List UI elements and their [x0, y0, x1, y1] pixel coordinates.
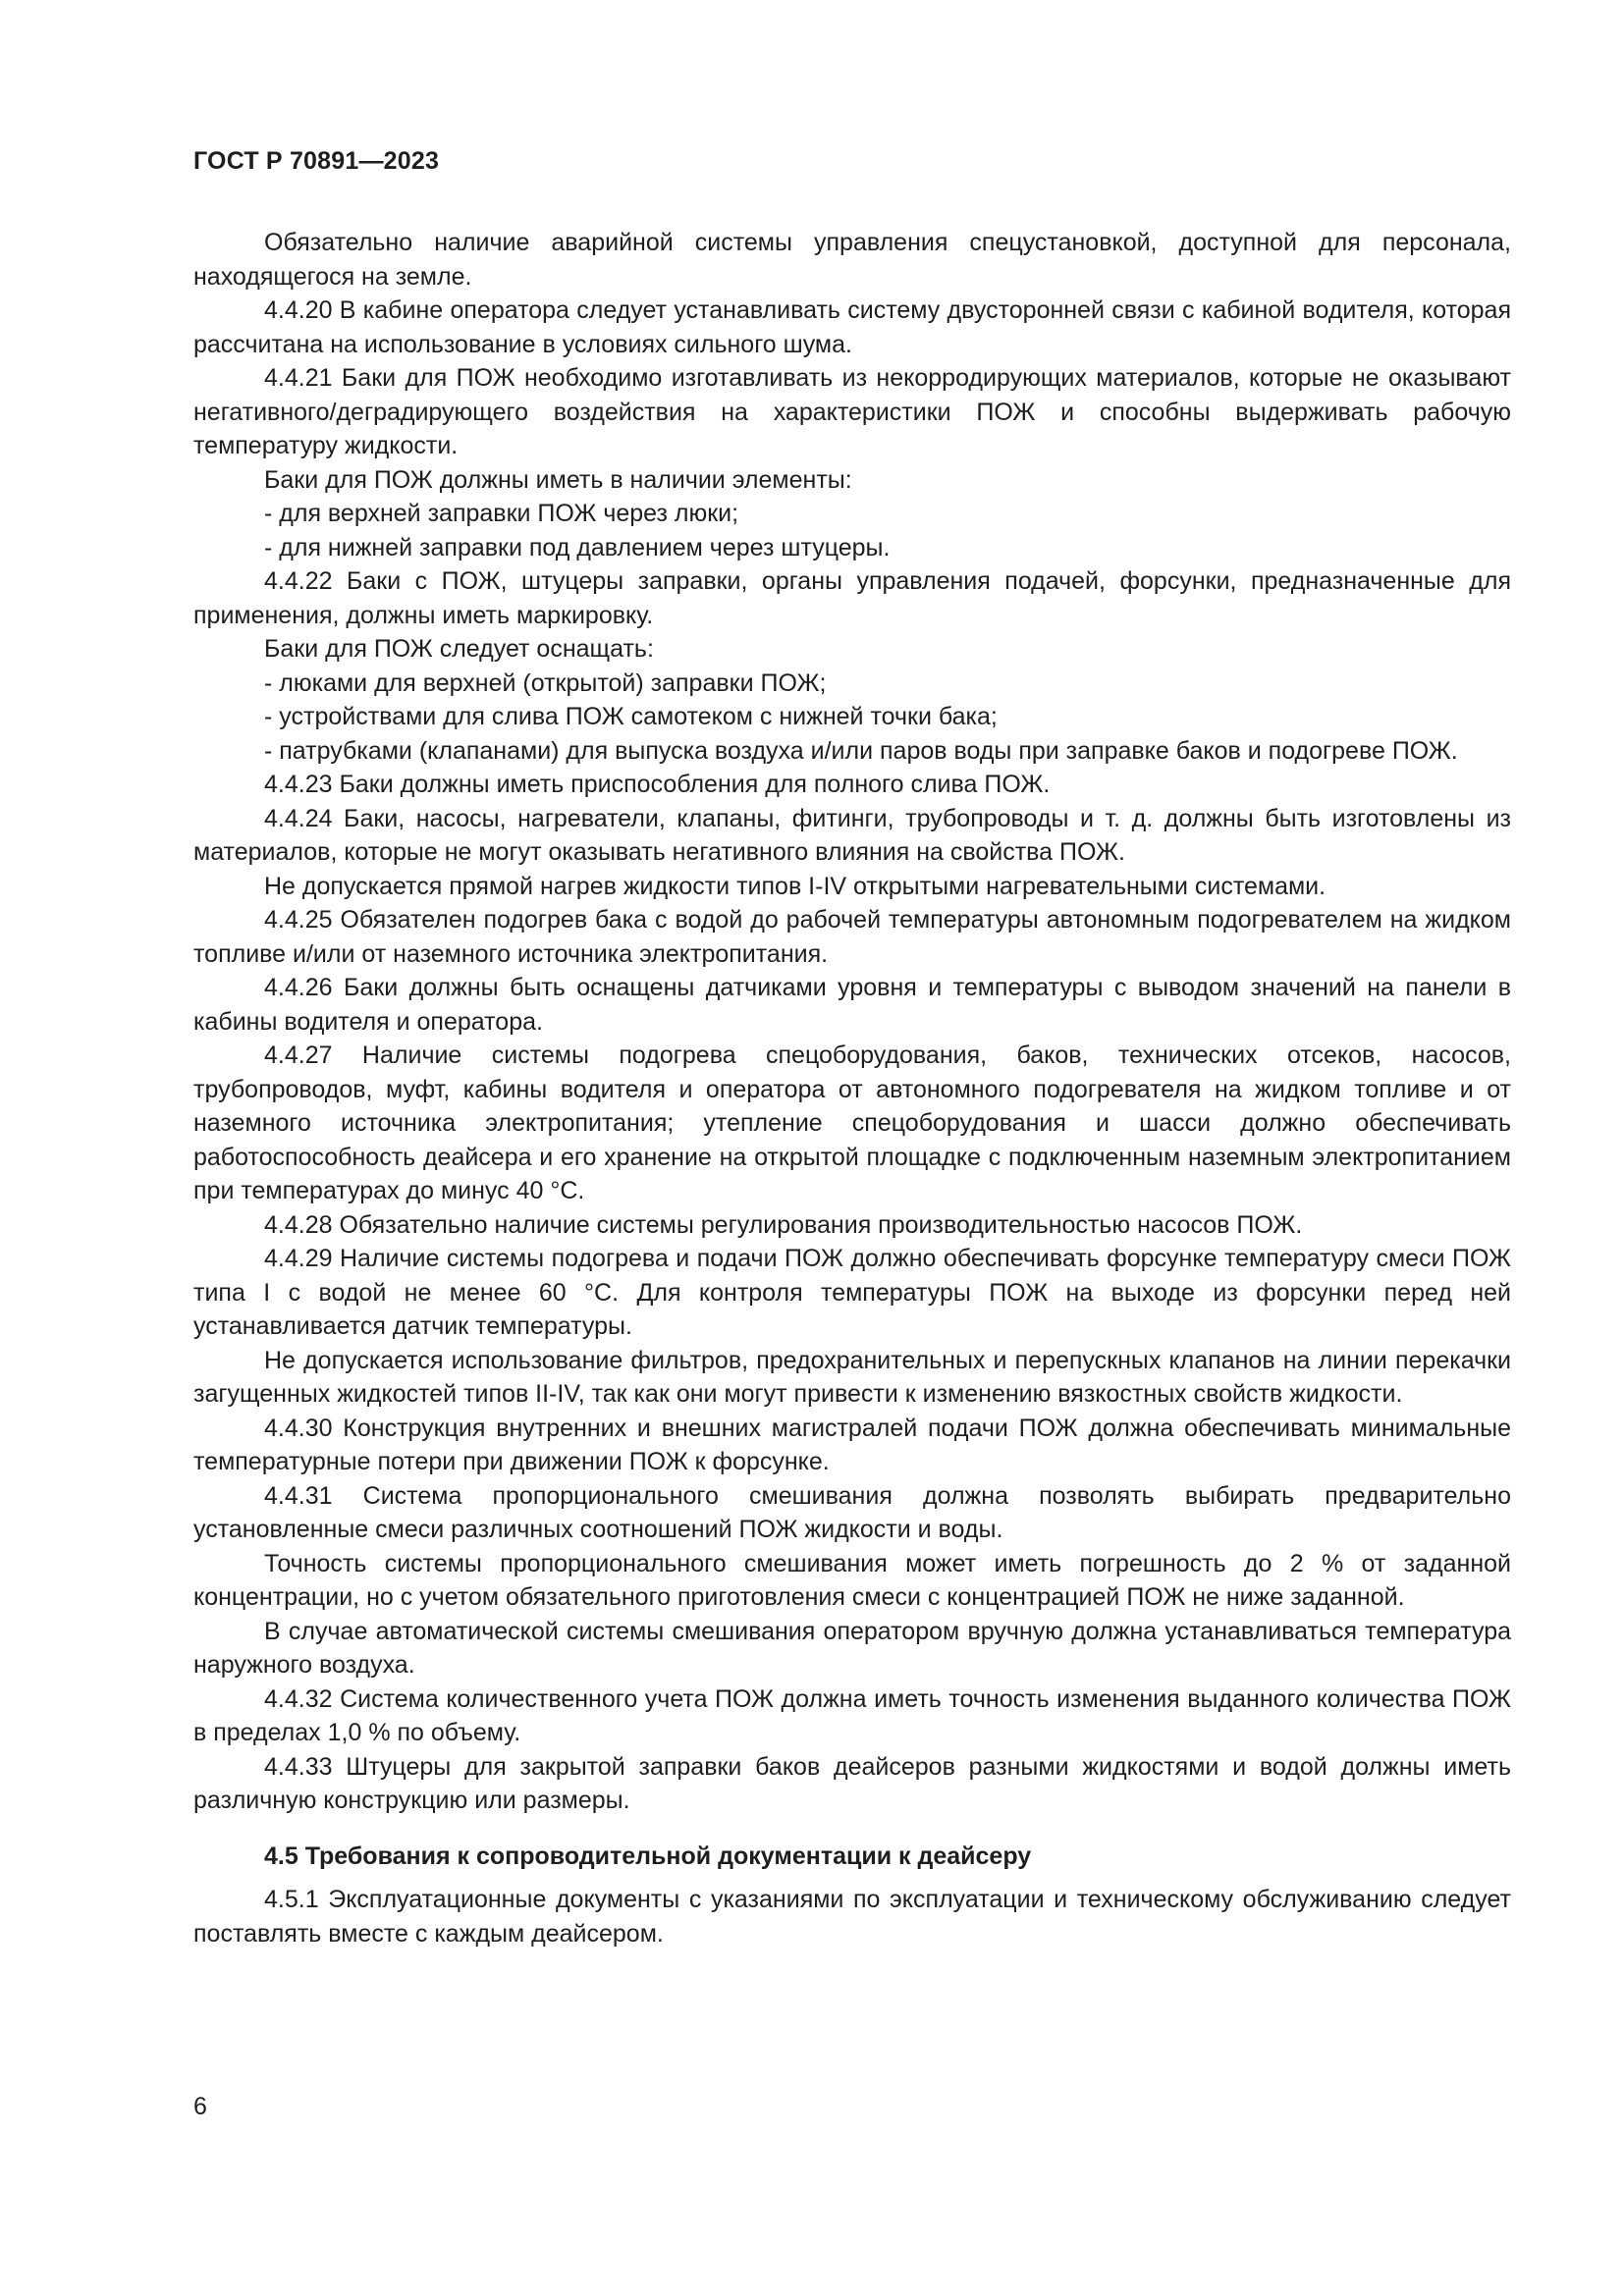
document-body — [193, 226, 1511, 1950]
paragraph: 4.4.20 В кабине оператора следует устанавливать систему двусторонней связи с кабиной водителя, которая рассчитана на использование в условиях сильного шума. — [193, 296, 1511, 358]
paragraph: В случае автоматической системы смешивания оператором вручную должна устанавливаться температура наружного воздуха. — [193, 1617, 1511, 1679]
paragraph: 4.4.30 Конструкция внутренних и внешних магистралей подачи ПОЖ должна обеспечивать минимальные температурные потери при движении ПОЖ к форсунке. — [193, 1414, 1511, 1475]
paragraph: 4.4.28 Обязательно наличие системы регулирования производительностью насосов ПОЖ. — [264, 1210, 1303, 1239]
list-item: - устройствами для слива ПОЖ самотеком с нижней точки бака; — [264, 703, 998, 730]
paragraph: Точность системы пропорционального смешивания может иметь погрешность до 2 % от заданной концентрации, но с учетом обязательного приготовления смеси с концентрацией ПОЖ не ниже заданной. — [193, 1549, 1511, 1611]
paragraph: 4.4.31 Система пропорционального смешивания должна позволять выбирать предварительно установленные смеси различных соотношений ПОЖ жидкости и воды. — [193, 1481, 1511, 1543]
paragraph: 4.5.1 Эксплуатационные документы с указаниями по эксплуатации и техническому обслуживанию следует поставлять вместе с каждым деайсером. — [193, 1886, 1511, 1948]
paragraph: Обязательно наличие аварийной системы управления спецустановкой, доступной для персонала, находящегося на земле. — [193, 229, 1511, 291]
paragraph: 4.4.27 Наличие системы подогрева спецоборудования, баков, технических отсеков, насосов, трубопроводов, муфт, кабины водителя и оператора от автономного подогревателя на жидком топливе и от наземного источника электропитания; утепление спецоборудования и шасси должно обеспечивать работоспособность деайсера и его хранение на открытой площадке с подключенным наземным электропитанием при температурах до минус 40 °С. — [193, 1041, 1511, 1204]
paragraph: Не допускается прямой нагрев жидкости типов I-IV открытыми нагревательными системами. — [264, 872, 1326, 900]
page-number: 6 — [193, 2093, 207, 2120]
paragraph: 4.4.26 Баки должны быть оснащены датчиками уровня и температуры с выводом значений на панели в кабины водителя и оператора. — [193, 974, 1511, 1036]
paragraph: 4.4.32 Система количественного учета ПОЖ должна иметь точность изменения выданного количества ПОЖ в пределах 1,0 % по объему. — [193, 1684, 1511, 1746]
section-heading: 4.5 Требования к сопроводительной документации к деайсеру — [264, 1842, 1032, 1870]
paragraph: Баки для ПОЖ следует оснащать: — [264, 635, 654, 663]
paragraph: Баки для ПОЖ должны иметь в наличии элементы: — [264, 465, 852, 494]
paragraph: 4.4.25 Обязателен подогрев бака с водой до рабочей температуры автономным подогревателем на жидком топливе и/или от наземного источника электропитания. — [193, 906, 1511, 968]
paragraph: 4.4.33 Штуцеры для закрытой заправки баков деайсеров разными жидкостями и водой должны иметь различную конструкцию или размеры. — [193, 1752, 1511, 1814]
list-item: - люками для верхней (открытой) заправки ПОЖ; — [264, 668, 827, 697]
paragraph: 4.4.23 Баки должны иметь приспособления для полного слива ПОЖ. — [264, 771, 1051, 798]
document-header: ГОСТ Р 70891—2023 — [193, 147, 440, 175]
list-item: - патрубками (клапанами) для выпуска воздуха и/или паров воды при заправке баков и подогреве ПОЖ. — [264, 736, 1458, 765]
list-item: - для верхней заправки ПОЖ через люки; — [264, 500, 739, 527]
paragraph: 4.4.22 Баки с ПОЖ, штуцеры заправки, органы управления подачей, форсунки, предназначенные для применения, должны иметь маркировку. — [193, 567, 1511, 629]
list-item: - для нижней заправки под давлением через штуцеры. — [264, 533, 891, 561]
paragraph: 4.4.29 Наличие системы подогрева и подачи ПОЖ должно обеспечивать форсунке температуру смеси ПОЖ типа I с водой не менее 60 °С. Для контроля температуры ПОЖ на выходе из форсунки перед ней устанавливается датчик температуры. — [193, 1245, 1511, 1340]
paragraph: Не допускается использование фильтров, предохранительных и перепускных клапанов на линии перекачки загущенных жидкостей типов II-IV, так как они могут привести к изменению вязкостных свойств жидкости. — [193, 1346, 1511, 1408]
paragraph: 4.4.24 Баки, насосы, нагреватели, клапаны, фитинги, трубопроводы и т. д. должны быть изготовлены из материалов, которые не могут оказывать негативного влияния на свойства ПОЖ. — [193, 804, 1511, 866]
paragraph: 4.4.21 Баки для ПОЖ необходимо изготавливать из некорродирующих материалов, которые не оказывают негативного/деградирующего воздействия на характеристики ПОЖ и способны выдерживать рабочую температуру жидкости. — [193, 364, 1511, 459]
